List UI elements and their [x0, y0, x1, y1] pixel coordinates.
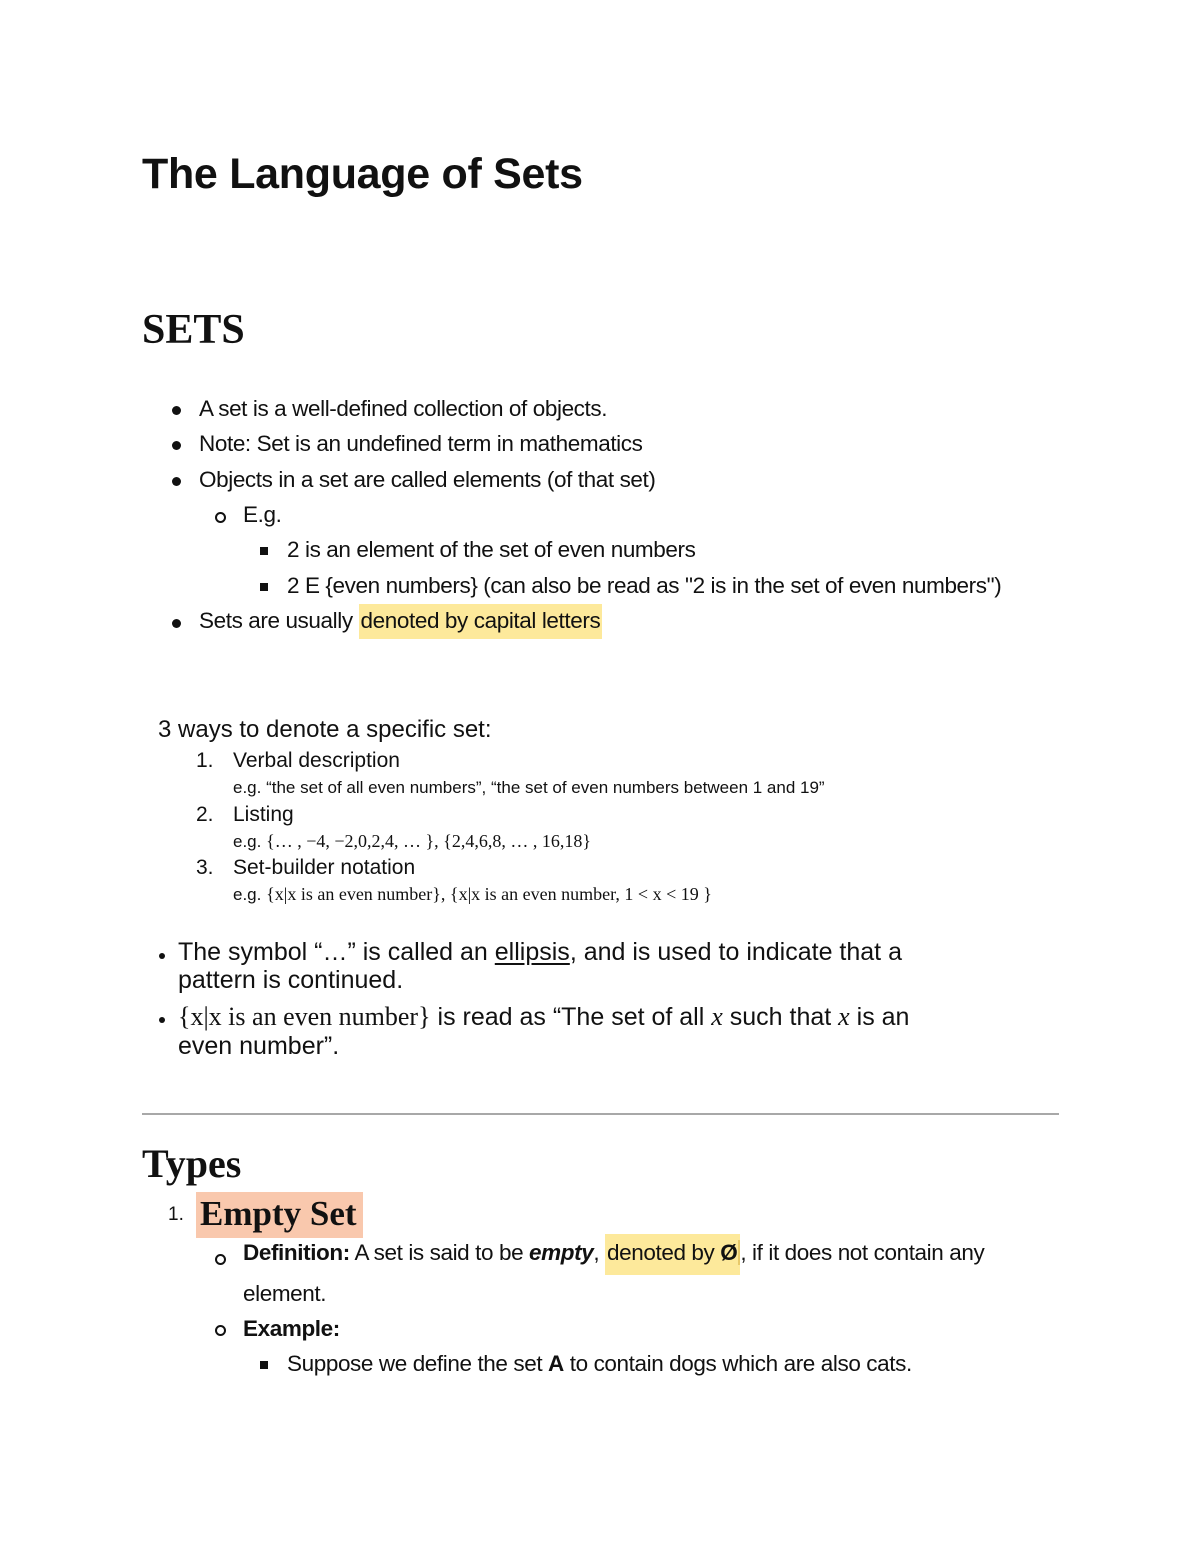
sub-bullet-square	[260, 1361, 268, 1369]
list-item	[199, 604, 602, 640]
empty-set-heading: Empty Set	[196, 1192, 363, 1238]
bullet-dot	[172, 619, 181, 628]
list-item: Objects in a set are called elements (of that set)	[199, 467, 656, 492]
highlighted-text: denoted by capital letters	[359, 604, 603, 639]
eg-content: {x|x is an even number}, {x|x is an even number, 1 < x < 19 }	[266, 884, 712, 904]
eg-prefix: e.g.	[233, 778, 267, 797]
sub-bullet-square	[260, 583, 268, 591]
list-item: A set is a well-defined collection of objects.	[199, 396, 608, 421]
list-item: E.g.	[243, 502, 282, 527]
setbuilder-line-1	[178, 1002, 909, 1032]
definition-line-2: element.	[243, 1281, 327, 1306]
page-title: The Language of Sets	[142, 150, 583, 198]
ellipsis-line-1	[178, 938, 902, 967]
list-number: 1.	[196, 749, 214, 772]
horizontal-divider	[142, 1113, 1059, 1115]
list-item: Verbal description	[233, 749, 400, 772]
list-item: 2 E {even numbers} (can also be read as "2 is in the set of even numbers")	[287, 573, 1002, 598]
text: , and is used to indicate that a	[569, 938, 902, 966]
sub-bullet-square	[260, 547, 268, 555]
section-heading-sets: SETS	[142, 307, 245, 353]
math-variable: x	[838, 1002, 850, 1031]
emphasis-term: empty	[529, 1240, 594, 1265]
section-heading-types: Types	[142, 1141, 242, 1186]
example-heading: Example:	[243, 1316, 340, 1341]
ellipsis-line-2: pattern is continued.	[178, 966, 404, 994]
list-number: 3.	[196, 856, 214, 879]
underlined-term: ellipsis	[494, 938, 570, 966]
example-label	[243, 1316, 340, 1342]
text: Suppose we define the set	[287, 1351, 549, 1376]
highlighted-text	[605, 1234, 740, 1275]
eg-prefix: e.g.	[233, 832, 267, 851]
example-text	[233, 778, 825, 798]
sub-bullet-circle	[215, 512, 226, 523]
math-variable: x	[711, 1002, 723, 1031]
text: is an	[849, 1003, 910, 1031]
example-text	[233, 884, 712, 905]
definition-line-1	[243, 1240, 984, 1266]
list-item: Note: Set is an undefined term in mathematics	[199, 431, 643, 456]
list-item	[287, 1351, 912, 1377]
text: is read as “The set of all	[430, 1003, 712, 1031]
text: The symbol “…” is called an	[178, 938, 495, 966]
list-item: 2 is an element of the set of even numbers	[287, 537, 696, 562]
bullet-dot	[172, 406, 181, 415]
setbuilder-line-2: even number”.	[178, 1032, 340, 1060]
empty-set-symbol: Ø	[720, 1240, 740, 1265]
example-text	[233, 831, 591, 852]
text: ,	[593, 1240, 606, 1265]
set-name: A	[548, 1351, 564, 1376]
bullet-dot	[172, 477, 181, 486]
bullet-dot	[172, 441, 181, 450]
list-item: Set-builder notation	[233, 856, 416, 879]
text: to contain dogs which are also cats.	[563, 1351, 912, 1376]
eg-content: “the set of all even numbers”, “the set of even numbers between 1 and 19”	[266, 778, 825, 797]
text: such that	[722, 1003, 839, 1031]
text: , if it does not contain any	[740, 1240, 985, 1265]
sub-bullet-circle	[215, 1325, 226, 1336]
list-number: 2.	[196, 803, 214, 826]
eg-content: {… , −4, −2,0,2,4, … }, {2,4,6,8, … , 16,18}	[266, 831, 591, 851]
bullet-dot	[159, 953, 165, 959]
ways-title: 3 ways to denote a specific set:	[158, 716, 492, 743]
sub-bullet-circle	[215, 1254, 226, 1265]
list-item: Listing	[233, 803, 294, 826]
definition-label: Definition:	[243, 1240, 350, 1265]
list-number: 1.	[168, 1204, 184, 1225]
math-expression: {x|x is an even number}	[178, 1002, 431, 1031]
text: A set is said to be	[349, 1240, 530, 1265]
bullet-text: Sets are usually	[199, 608, 359, 633]
bullet-dot	[159, 1017, 165, 1023]
eg-prefix: e.g.	[233, 885, 267, 904]
highlight-label: denoted by	[607, 1240, 721, 1265]
